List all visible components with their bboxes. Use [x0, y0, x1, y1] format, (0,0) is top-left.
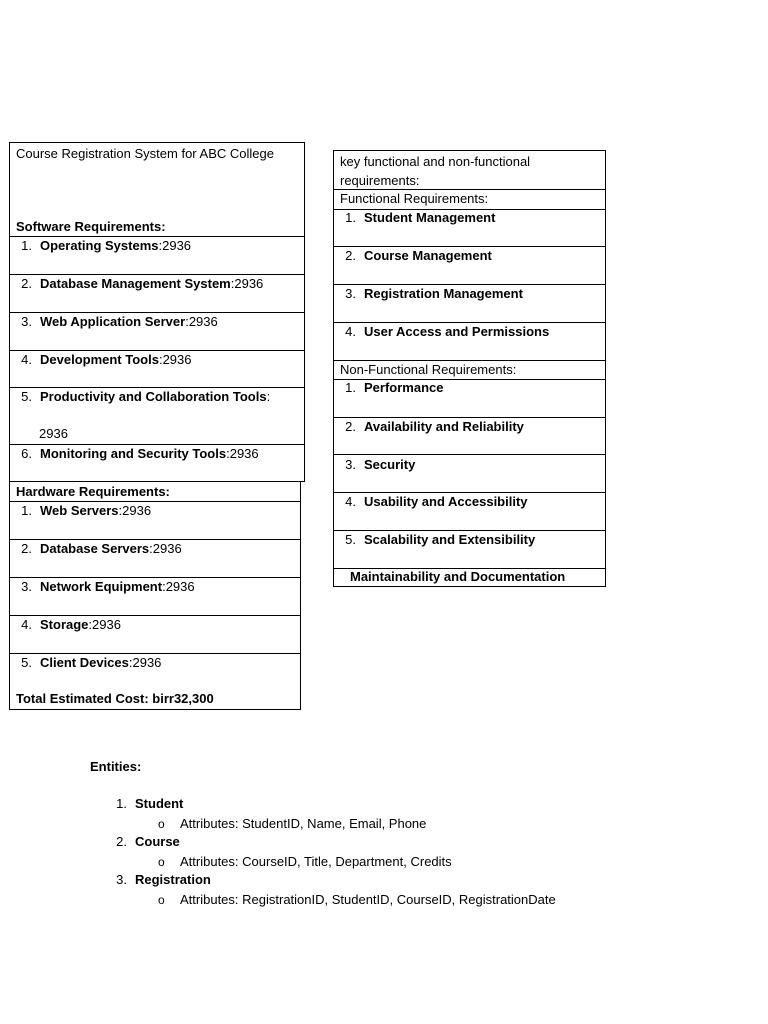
table-row: 2. Database Servers:2936	[10, 539, 300, 577]
list-item: 1. Student	[116, 796, 184, 811]
table-row: 5. Productivity and Collaboration Tools: 2936	[10, 387, 304, 444]
table-row: 2. Course Management	[334, 246, 605, 284]
table-row: 1. Performance	[334, 379, 605, 417]
table-row: 4. Development Tools:2936	[10, 350, 304, 387]
list-item: o Attributes: StudentID, Name, Email, Phone	[158, 816, 427, 831]
table-row: 6. Monitoring and Security Tools:2936	[10, 444, 304, 482]
hardware-table	[9, 481, 301, 710]
table-row: 1. Web Servers:2936	[10, 501, 300, 539]
hardware-heading: Hardware Requirements:	[16, 484, 170, 499]
list-item: 2. Course	[116, 834, 180, 849]
table-row: Maintainability and Documentation	[334, 568, 605, 587]
requirements-table	[333, 150, 606, 587]
table-row: 3. Web Application Server:2936	[10, 312, 304, 350]
list-item: o Attributes: CourseID, Title, Department, Credits	[158, 854, 452, 869]
table-row: 3. Security	[334, 454, 605, 492]
functional-heading-row: Functional Requirements:	[334, 189, 605, 209]
table-row: 1. Operating Systems:2936	[10, 236, 304, 274]
table-row: 4. User Access and Permissions	[334, 322, 605, 360]
document-title: Course Registration System for ABC College	[16, 146, 274, 161]
table-row: 2. Database Management System:2936	[10, 274, 304, 312]
total-cost: Total Estimated Cost: birr32,300	[16, 691, 214, 706]
software-heading: Software Requirements:	[16, 219, 166, 234]
table-row: 3. Registration Management	[334, 284, 605, 322]
table-row: 3. Network Equipment:2936	[10, 577, 300, 615]
software-table	[9, 142, 305, 482]
table-row: 4. Storage:2936	[10, 615, 300, 653]
nonfunctional-heading-row: Non-Functional Requirements:	[334, 360, 605, 379]
table-row: 1. Student Management	[334, 209, 605, 246]
table-row: 5. Scalability and Extensibility	[334, 530, 605, 568]
list-item: o Attributes: RegistrationID, StudentID, CourseID, RegistrationDate	[158, 892, 556, 907]
requirements-title: key functional and non-functional requirements:	[340, 154, 531, 188]
list-item: 3. Registration	[116, 872, 211, 887]
table-row: 2. Availability and Reliability	[334, 417, 605, 454]
table-row: 4. Usability and Accessibility	[334, 492, 605, 530]
table-row: 5. Client Devices:2936 Total Estimated Cost: birr32,300	[10, 653, 300, 710]
entities-heading: Entities:	[90, 759, 142, 774]
